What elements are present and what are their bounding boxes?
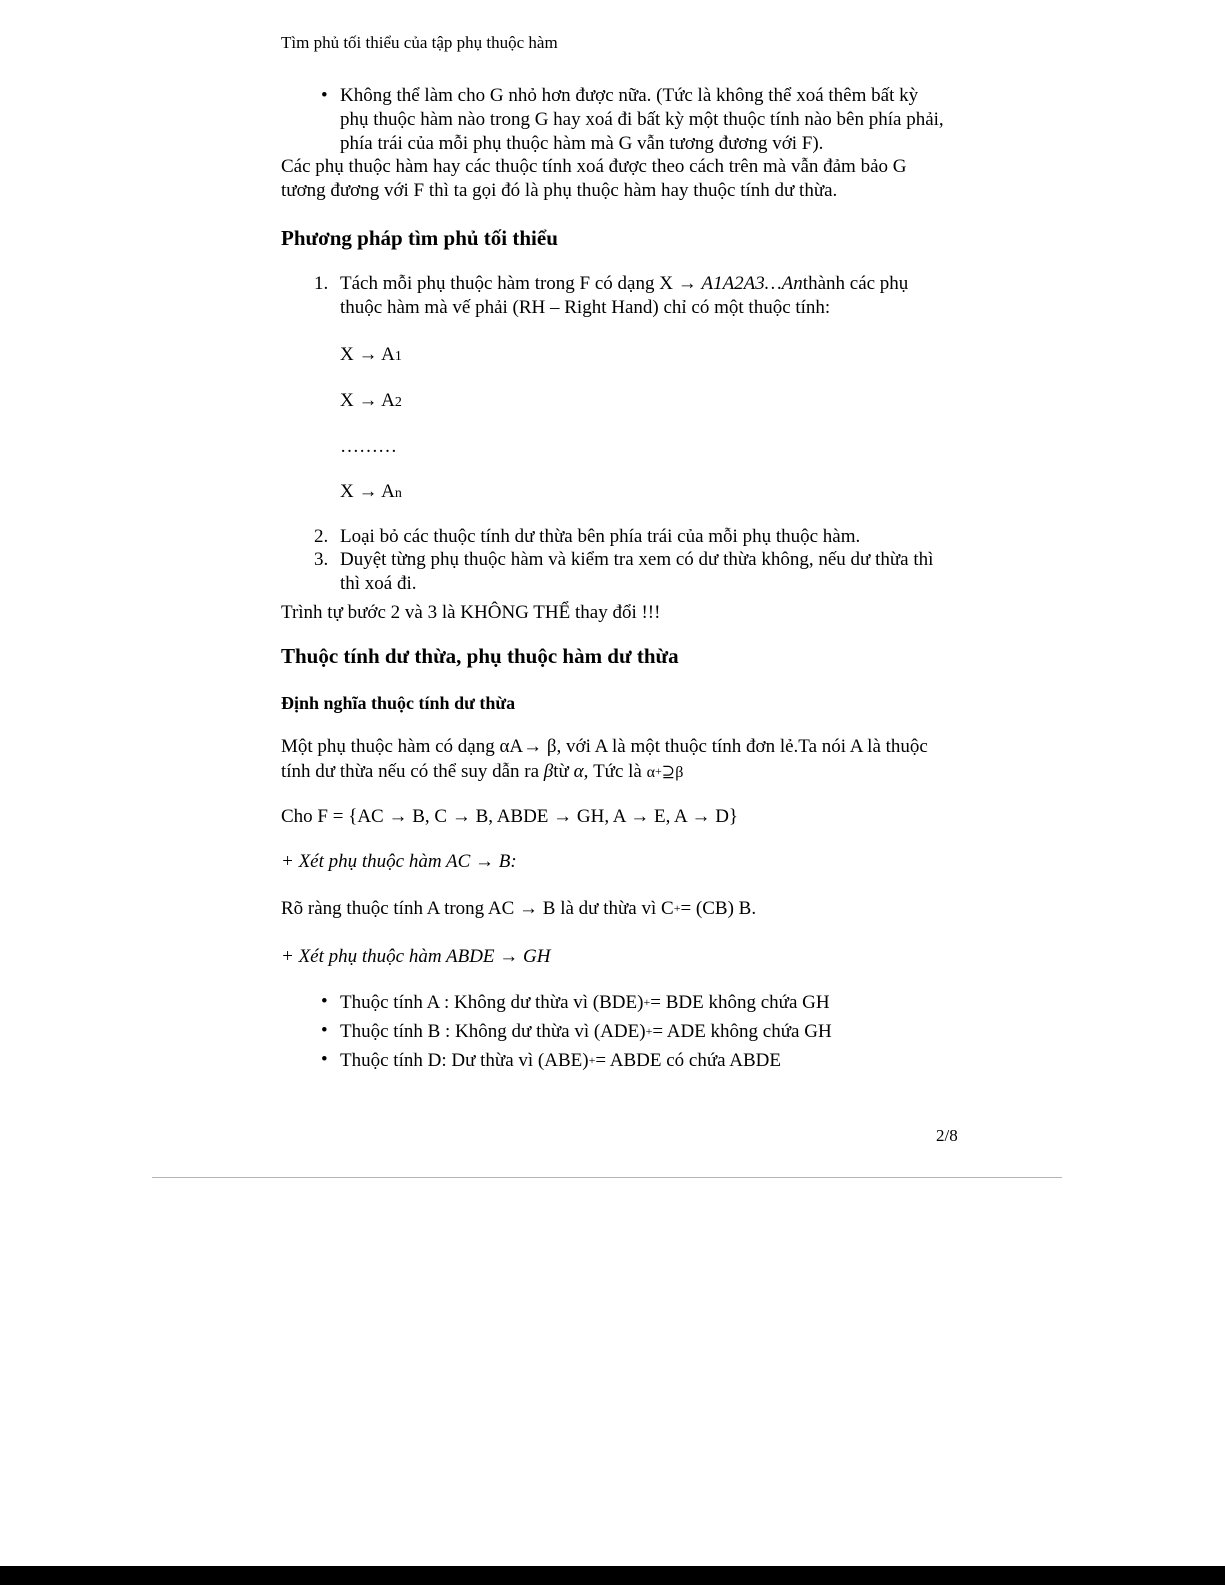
step-3-text <box>340 548 960 596</box>
bullet-icon: • <box>321 1049 328 1070</box>
text-run: , Tức là <box>583 761 647 782</box>
step-line: thuộc hàm mà vế phải (RH – Right Hand) chỉ có một thuộc tính: <box>340 297 831 318</box>
intro-paragraph <box>281 155 961 203</box>
closure-plus: + <box>645 1024 653 1038</box>
consider-fd-ac-b: + Xét phụ thuộc hàm AC → B: <box>281 851 517 872</box>
step-2-text: Loại bỏ các thuộc tính dư thừa bên phía trái của mỗi phụ thuộc hàm. <box>340 526 861 547</box>
text-run: = BDE không chứa GH <box>650 992 830 1013</box>
clearly-statement <box>281 896 756 921</box>
section-heading-method: Phương pháp tìm phủ tối thiểu <box>281 226 558 250</box>
text-run: Thuộc tính D: Dư thừa vì (ABE) <box>340 1050 589 1071</box>
fd-ellipsis: ……… <box>340 436 397 457</box>
step-line: thì xoá đi. <box>340 573 417 594</box>
list-number: 3. <box>314 549 329 570</box>
text-run: = (CB) B. <box>680 898 757 919</box>
list-item <box>321 1019 960 1044</box>
order-note: Trình tự bước 2 và 3 là KHÔNG THỂ thay đổi !!! <box>281 602 661 623</box>
page-number: 2/8 <box>936 1126 958 1145</box>
bullet-icon: • <box>321 85 328 106</box>
step-line <box>340 272 960 296</box>
list-item <box>321 84 960 156</box>
fd-lhs: X → A <box>340 390 395 411</box>
closure-plus: + <box>588 1053 596 1067</box>
closure-relation: ⊇β <box>661 764 684 781</box>
closure-base: α <box>646 764 656 781</box>
consider-fd-abde-gh: + Xét phụ thuộc hàm ABDE → GH <box>281 946 551 967</box>
formula: A1A2A3…An <box>701 273 803 294</box>
bottom-edge-bar <box>0 1566 1225 1585</box>
paragraph-line: Một phụ thuộc hàm có dạng αA→ β, với A là một thuộc tính đơn lẻ.Ta nói A là thuộc <box>281 736 928 757</box>
list-item <box>321 990 960 1015</box>
paragraph-line <box>281 759 971 785</box>
step-line: Duyệt từng phụ thuộc hàm và kiểm tra xem có dư thừa không, nếu dư thừa thì <box>340 549 934 570</box>
closure-plus: + <box>655 764 662 778</box>
text-run: Rõ ràng thuộc tính A trong AC → B là dư thừa vì C <box>281 898 674 919</box>
text-run: tính dư thừa nếu có thể suy dẫn ra <box>281 761 544 782</box>
definition-paragraph <box>281 735 971 785</box>
subsection-heading-definition: Định nghĩa thuộc tính dư thừa <box>281 693 516 713</box>
fd-line <box>340 343 402 369</box>
beta-symbol: β <box>543 761 554 782</box>
text-run: Thuộc tính B : Không dư thừa vì (ADE) <box>340 1021 646 1042</box>
given-f-set: Cho F = {AC → B, C → B, ABDE → GH, A → E, A → D} <box>281 806 739 827</box>
list-item-step-1 <box>314 272 964 320</box>
fd-line <box>340 480 402 506</box>
bullet-icon: • <box>321 991 328 1012</box>
list-item <box>321 1048 960 1073</box>
running-title: Tìm phủ tối thiểu của tập phụ thuộc hàm <box>281 33 558 52</box>
section-heading-redundant: Thuộc tính dư thừa, phụ thuộc hàm dư thừa <box>281 644 679 668</box>
step-text: Tách mỗi phụ thuộc hàm trong F có dạng X → <box>340 273 702 294</box>
fd-lhs: X → A <box>340 481 395 502</box>
closure-plus: + <box>673 901 681 915</box>
intro-bullet-list <box>321 84 960 156</box>
text-run: = ABDE có chứa ABDE <box>595 1050 782 1071</box>
paragraph-line: tương đương với F thì ta gọi đó là phụ thuộc hàm hay thuộc tính dư thừa. <box>281 180 838 201</box>
list-number: 1. <box>314 273 329 294</box>
step-text: thành các phụ <box>802 273 909 294</box>
bullet-line: phía trái của mỗi phụ thuộc hàm mà G vẫn tương đương với F). <box>340 133 824 154</box>
alpha-symbol: α <box>573 761 584 782</box>
paragraph-line: Các phụ thuộc hàm hay các thuộc tính xoá được theo cách trên mà vẫn đảm bảo G <box>281 156 907 177</box>
bullet-line: phụ thuộc hàm nào trong G hay xoá đi bất kỳ một thuộc tính nào bên phía phải, <box>340 109 944 130</box>
fd-lhs: X → A <box>340 344 395 365</box>
step-1-text <box>340 272 960 320</box>
fd-subscript: 2 <box>394 395 402 410</box>
fd-subscript: n <box>394 486 402 501</box>
list-number: 2. <box>314 526 329 547</box>
list-item-step-2 <box>314 525 964 549</box>
fd-subscript: 1 <box>394 349 402 364</box>
text-run: = ADE không chứa GH <box>652 1021 832 1042</box>
text-run: Thuộc tính A : Không dư thừa vì (BDE) <box>340 992 644 1013</box>
bullet-icon: • <box>321 1020 328 1041</box>
fd-line <box>340 435 397 461</box>
closure-plus: + <box>643 995 651 1009</box>
attribute-bullet-list <box>321 990 960 1077</box>
list-item-step-3 <box>314 548 964 596</box>
text-run: từ <box>553 761 574 782</box>
fd-line <box>340 389 402 415</box>
bullet-line: Không thể làm cho G nhỏ hơn được nữa. (Tức là không thể xoá thêm bất kỳ <box>340 85 919 106</box>
page-divider <box>152 1177 1062 1178</box>
